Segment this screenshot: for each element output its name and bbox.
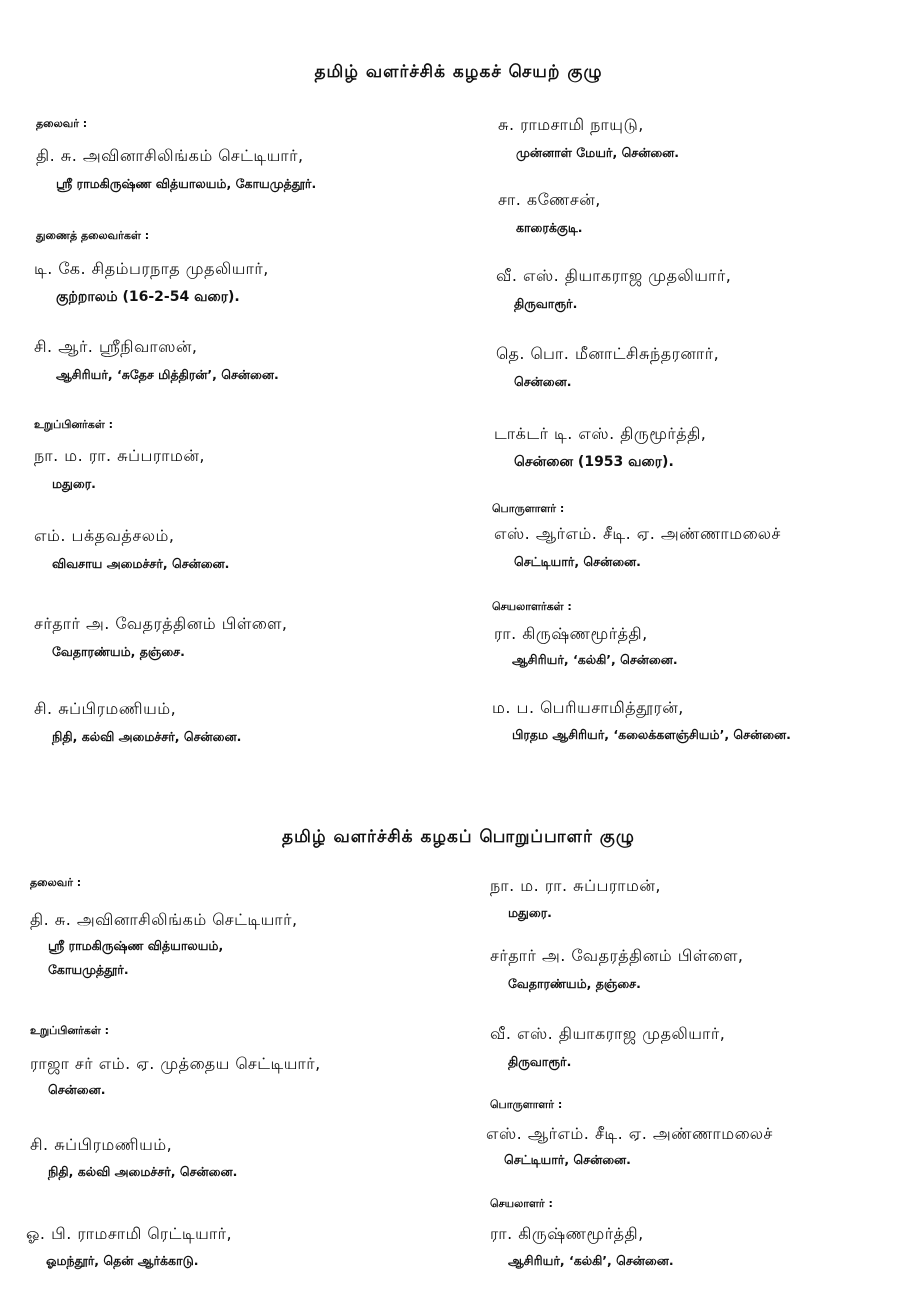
treasurer-heading: பொருளாளர் : [492, 502, 565, 515]
right-member-2-name: சா. கணேசன், [498, 190, 601, 209]
member-2-2-name: சி. சுப்பிரமணியம், [30, 1135, 173, 1154]
secretary-2-name: ம. ப. பெரியசாமித்தூரன், [492, 698, 684, 717]
member-4-affiliation: நிதி, கல்வி அமைச்சர், சென்னை. [52, 729, 242, 744]
member-1-place: மதுரை. [52, 476, 96, 491]
member-2-2-affiliation: நிதி, கல்வி அமைச்சர், சென்னை. [48, 1164, 238, 1179]
treasurer-affiliation-2: செட்டியார், சென்னை. [504, 1152, 631, 1167]
chair-name: தி. சு. அவினாசிலிங்கம் செட்டியார், [36, 146, 304, 165]
vice-chair-2-affiliation: ஆசிரியர், ‘சுதேச மித்திரன்’, சென்னை. [56, 367, 279, 382]
right-2-member-2-name: சர்தார் அ. வேதரத்தினம் பிள்ளை, [490, 946, 744, 965]
chair-heading-2: தலைவர் : [30, 876, 82, 889]
vice-chair-1-affiliation: குற்றாலம் (16-2-54 வரை). [56, 289, 240, 305]
right-member-4-name: தெ. பொ. மீனாட்சிசுந்தரனார், [496, 344, 720, 363]
member-2-name: எம். பக்தவத்சலம், [34, 526, 175, 545]
right-member-3-place: திருவாரூர். [514, 296, 578, 311]
member-2-affiliation: விவசாய அமைச்சர், சென்னை. [52, 556, 230, 571]
right-member-5-name: டாக்டர் டி. எஸ். திருமூர்த்தி, [494, 424, 707, 443]
section2-title: தமிழ் வளர்ச்சிக் கழகப் பொறுப்பாளர் குழு [282, 827, 635, 847]
vice-chairs-heading: துணைத் தலைவர்கள் : [36, 229, 150, 242]
right-member-4-place: சென்னை. [514, 374, 572, 389]
member-1-name: நா. ம. ரா. சுப்பராமன், [34, 446, 205, 465]
members-heading-2: உறுப்பினர்கள் : [30, 1024, 109, 1037]
right-member-1-name: சு. ராமசாமி நாயுடு, [498, 115, 644, 134]
right-2-member-2-place: வேதாரண்யம், தஞ்சை. [508, 976, 641, 991]
chair-affiliation-2a: ஸ்ரீ ராமகிருஷ்ண வித்யாலயம், [48, 938, 224, 953]
member-2-3-place: ஓமந்தூர், தென் ஆர்க்காடு. [46, 1253, 199, 1268]
right-2-member-1-place: மதுரை. [508, 905, 552, 920]
treasurer-heading-2: பொருளாளர் : [490, 1098, 563, 1111]
chair-affiliation-2b: கோயமுத்தூர். [48, 962, 129, 977]
secretary-2-1-affiliation: ஆசிரியர், ‘கல்கி’, சென்னை. [508, 1253, 674, 1268]
right-2-member-1-name: நா. ம. ரா. சுப்பராமன், [490, 876, 661, 895]
right-member-3-name: வீ. எஸ். தியாகராஜ முதலியார், [496, 266, 732, 285]
chair-affiliation: ஸ்ரீ ராமகிருஷ்ண வித்யாலயம், கோயமுத்தூர். [56, 176, 317, 191]
right-member-5-place: சென்னை (1953 வரை). [514, 454, 674, 470]
member-3-place: வேதாரண்யம், தஞ்சை. [52, 644, 185, 659]
section1-title: தமிழ் வளர்ச்சிக் கழகச் செயற் குழு [314, 62, 603, 82]
vice-chair-1-name: டி. கே. சிதம்பரநாத முதலியார், [34, 259, 269, 278]
right-member-1-affiliation: முன்னாள் மேயர், சென்னை. [516, 145, 680, 160]
members-heading: உறுப்பினர்கள் : [34, 418, 113, 431]
treasurer-name: எஸ். ஆர்எம். சீடி. ஏ. அண்ணாமலைச் [494, 524, 781, 543]
right-2-member-3-place: திருவாரூர். [508, 1054, 572, 1069]
secretary-2-1-name: ரா. கிருஷ்ணமூர்த்தி, [490, 1224, 644, 1243]
secretaries-heading: செயலாளர்கள் : [492, 600, 572, 613]
right-member-2-place: காரைக்குடி. [516, 220, 583, 235]
member-2-1-place: சென்னை. [48, 1082, 106, 1097]
chair-heading: தலைவர் : [36, 117, 88, 130]
chair-name-2: தி. சு. அவினாசிலிங்கம் செட்டியார், [30, 910, 298, 929]
treasurer-name-2: எஸ். ஆர்எம். சீடி. ஏ. அண்ணாமலைச் [486, 1124, 773, 1143]
vice-chair-2-name: சி. ஆர். ஸ்ரீநிவாஸன், [34, 337, 198, 356]
member-2-1-name: ராஜா சர் எம். ஏ. முத்தைய செட்டியார், [30, 1054, 321, 1073]
member-4-name: சி. சுப்பிரமணியம், [34, 699, 177, 718]
right-2-member-3-name: வீ. எஸ். தியாகராஜ முதலியார், [490, 1024, 726, 1043]
secretary-heading-2: செயலாளர் : [490, 1197, 553, 1210]
secretary-1-name: ரா. கிருஷ்ணமூர்த்தி, [494, 624, 648, 643]
member-3-name: சர்தார் அ. வேதரத்தினம் பிள்ளை, [34, 614, 288, 633]
member-2-3-name: ஓ. பி. ராமசாமி ரெட்டியார், [26, 1224, 233, 1243]
secretary-1-affiliation: ஆசிரியர், ‘கல்கி’, சென்னை. [512, 652, 678, 667]
secretary-2-affiliation: பிரதம ஆசிரியர், ‘கலைக்களஞ்சியம்’, சென்னை. [512, 727, 791, 742]
treasurer-affiliation: செட்டியார், சென்னை. [514, 554, 641, 569]
